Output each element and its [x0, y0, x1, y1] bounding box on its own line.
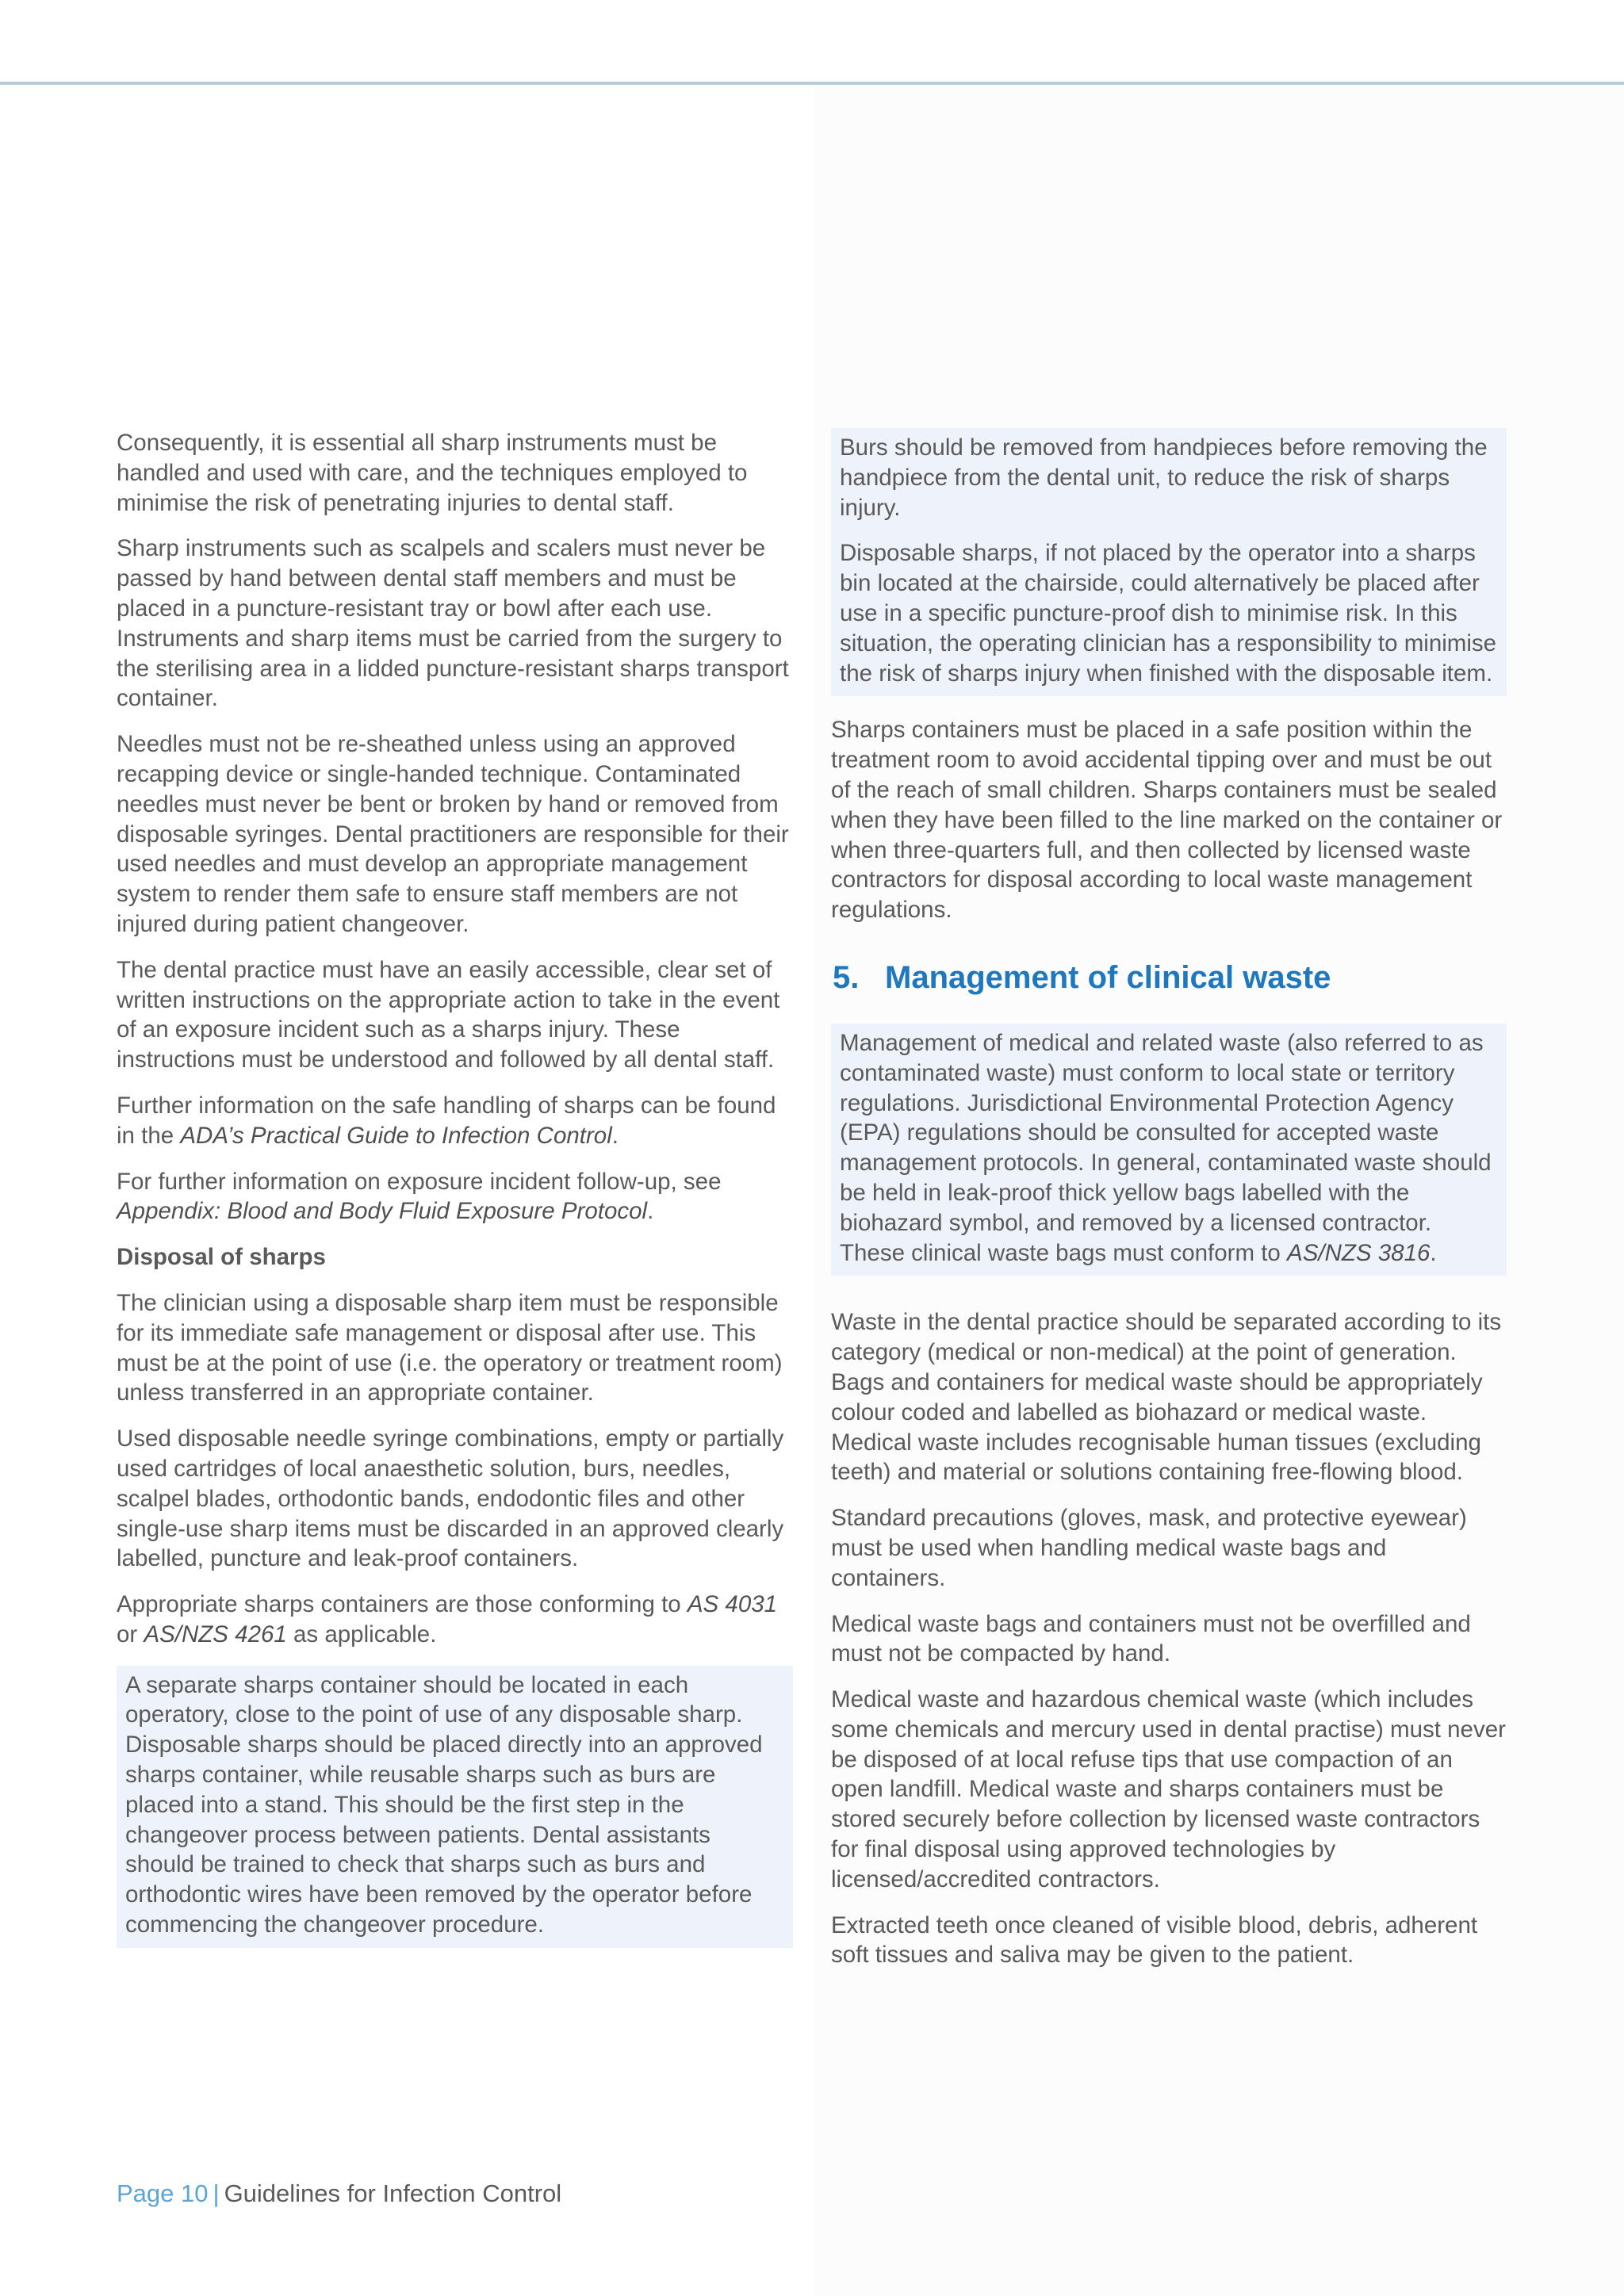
footer-separator: | — [213, 2179, 220, 2207]
paragraph: Medical waste bags and containers must not be overfilled and must not be compacted by hand. — [831, 1610, 1471, 1667]
right-column — [831, 428, 1507, 1986]
document-title: Guidelines for Infection Control — [224, 2179, 562, 2207]
highlight-box-sharps-container — [117, 1666, 793, 1948]
box-text: Management of medical and related waste (also referred to as contaminated waste) must conform to local state or territory regulations. Jurisdictional Environmental Protection Agency (EPA) regulations should be consulted for accepted waste management protocols. In general, contaminated waste should be held in leak-proof thick yellow bags labelled with the biohazard symbol, and removed by a licensed contractor. These clinical waste bags must conform to — [840, 1029, 1492, 1266]
box-paragraph: A separate sharps container should be located in each operatory, close to the point of use of any disposable sharp. Disposable sharps should be placed directly into an approved sharps container, while reusable sharps such as burs are placed into a stand. This should be the first step in the changeover process between patients. Dental assistants should be trained to check that sharps such as burs and orthodontic wires have been removed by the operator before commencing the changeover procedure. — [125, 1671, 763, 1938]
section-heading — [833, 957, 1507, 998]
reference-as-nzs-4261: AS/NZS 4261 — [144, 1621, 287, 1647]
paragraph-text: . — [611, 1122, 619, 1149]
page-footer — [117, 2178, 561, 2210]
paragraph: Consequently, it is essential all sharp instruments must be handled and used with care, and the techniques employed to minimise the risk of penetrating injuries to dental staff. — [117, 430, 748, 516]
paragraph — [117, 1590, 793, 1650]
box-paragraph — [840, 1028, 1498, 1268]
reference-appendix: Appendix: Blood and Body Fluid Exposure Protocol — [117, 1198, 648, 1225]
paragraph: Waste in the dental practice should be separated according to its category (medical or non-medical) at the point of generation. Bags and containers for medical waste should be appropriately colour coded and labelled as biohazard or medical waste. Medical waste includes recognisable human tissues (excluding teeth) and material or solutions containing free-flowing blood. — [831, 1309, 1502, 1486]
paragraph-text: or — [117, 1621, 144, 1647]
page-number: Page 10 — [117, 2179, 209, 2207]
left-column — [117, 428, 793, 1980]
paragraph: The clinician using a disposable sharp item must be responsible for its immediate safe management or disposal after use. This must be at the point of use (i.e. the operatory or treatment room) unless transferred in an appropriate container. — [117, 1289, 783, 1406]
paragraph-text: Further information on the safe handling of sharps can be found in the — [117, 1092, 776, 1149]
reference-as-nzs-3816: AS/NZS 3816 — [1287, 1239, 1431, 1266]
highlight-box-burs — [831, 428, 1507, 696]
paragraph: Extracted teeth once cleaned of visible blood, debris, adherent soft tissues and saliva may be given to the patient. — [831, 1911, 1478, 1969]
box-text: . — [1430, 1239, 1437, 1266]
subheading-disposal-of-sharps: Disposal of sharps — [117, 1244, 326, 1271]
paragraph-text: as applicable. — [286, 1621, 437, 1647]
paragraph — [117, 1167, 793, 1227]
paragraph: Medical waste and hazardous chemical waste (which includes some chemicals and mercury used in dental practise) must never be disposed of at local refuse tips that use compaction of an open landfill. Medical waste and sharps containers must be stored securely before collection by licensed waste contractors for final disposal using approved technologies by licensed/accredited contractors. — [831, 1686, 1506, 1892]
paragraph: Needles must not be re-sheathed unless using an approved recapping device or single-handed technique. Contaminated needles must never be bent or broken by hand or removed from disposable syringes. Dental practitioners are responsible for their used needles and must develop an appropriate management system to render them safe to ensure staff members are not injured during patient changeover. — [117, 731, 789, 937]
box-paragraph: Burs should be removed from handpieces before removing the handpiece from the dental unit, to reduce the risk of sharps injury. — [840, 434, 1488, 521]
paragraph — [117, 1091, 793, 1151]
paragraph-text: Appropriate sharps containers are those conforming to — [117, 1591, 688, 1618]
section-number: 5. — [833, 959, 860, 995]
paragraph-text: For further information on exposure incident follow-up, see — [117, 1168, 722, 1195]
reference-as-4031: AS 4031 — [687, 1591, 778, 1618]
paragraph: Standard precautions (gloves, mask, and protective eyewear) must be used when handling medical waste bags and containers. — [831, 1505, 1467, 1591]
paragraph: The dental practice must have an easily accessible, clear set of written instructions on the appropriate action to take in the event of an exposure incident such as a sharps injury. These instructions must be understood and followed by all dental staff. — [117, 956, 780, 1073]
reference-ada-guide: ADA’s Practical Guide to Infection Control — [180, 1122, 612, 1149]
paragraph: Used disposable needle syringe combinations, empty or partially used cartridges of local anaesthetic solution, burs, needles, scalpel blades, orthodontic bands, endodontic files and other single-use sharp items must be discarded in an approved clearly labelled, puncture and leak-proof containers. — [117, 1425, 784, 1572]
paragraph: Sharps containers must be placed in a safe position within the treatment room to avoid accidental tipping over and must be out of the reach of small children. Sharps containers must be sealed when they have been filled to the line marked on the container or when three-quarters full, and then collected by licensed waste contractors for disposal according to local waste management regulations. — [831, 717, 1503, 924]
paragraph-text: . — [647, 1198, 654, 1225]
section-title: Management of clinical waste — [885, 959, 1331, 995]
highlight-box-clinical-waste — [831, 1024, 1507, 1276]
paragraph: Sharp instruments such as scalpels and scalers must never be passed by hand between dental staff members and must be placed in a puncture-resistant tray or bowl after each use. Instruments and sharp items must be carried from the surgery to the sterilising area in a lidded puncture-resistant sharps transport container. — [117, 535, 789, 712]
box-paragraph: Disposable sharps, if not placed by the operator into a sharps bin located at the chairside, could alternatively be placed after use in a specific puncture-proof dish to minimise risk. In this situation, the operating clinician has a responsibility to minimise the risk of sharps injury when finished with the disposable item. — [840, 540, 1497, 687]
